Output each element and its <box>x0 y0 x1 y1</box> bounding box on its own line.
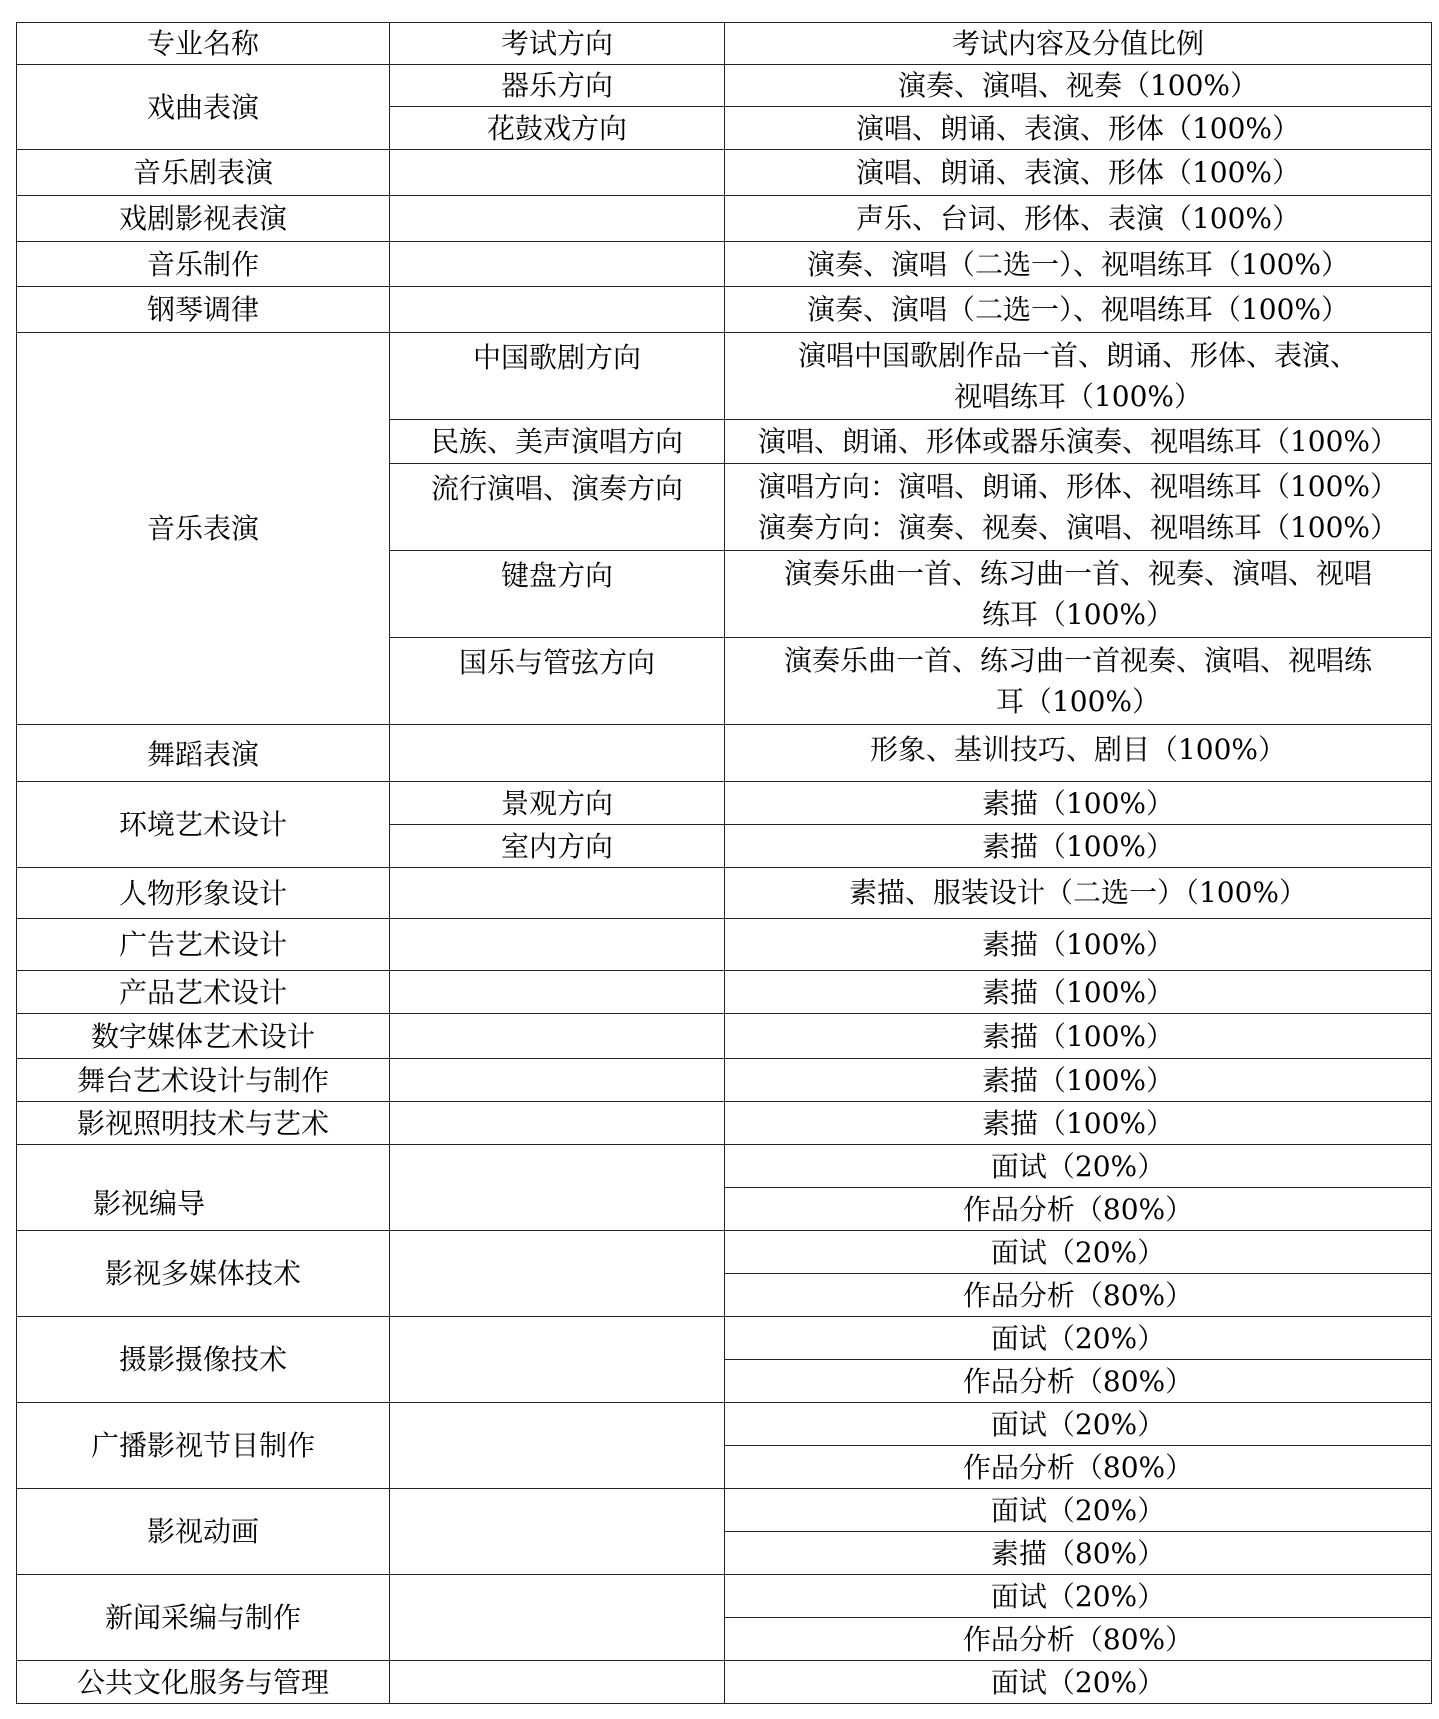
table-row <box>17 1661 1432 1704</box>
header-direction: 考试方向 <box>390 23 725 65</box>
major-name: 音乐制作 <box>17 242 390 287</box>
direction-cell: 室内方向 <box>390 825 725 868</box>
content-cell: 素描（100%） <box>725 782 1432 825</box>
content-cell: 素描（100%） <box>725 825 1432 868</box>
content-cell: 面试（20%） <box>725 1145 1432 1188</box>
content-cell: 演奏、演唱、视奏（100%） <box>725 65 1432 107</box>
content-cell: 面试（20%） <box>725 1489 1432 1532</box>
table-row <box>17 1575 1432 1618</box>
direction-cell: 键盘方向 <box>390 551 725 638</box>
major-name: 广告艺术设计 <box>17 919 390 971</box>
major-name: 戏剧影视表演 <box>17 196 390 242</box>
content-cell <box>725 333 1432 420</box>
content-cell: 作品分析（80%） <box>725 1618 1432 1661</box>
direction-cell <box>390 1317 725 1403</box>
direction-cell: 花鼓戏方向 <box>390 107 725 150</box>
major-name: 公共文化服务与管理 <box>17 1661 390 1704</box>
direction-cell <box>390 150 725 196</box>
content-line: 演奏乐曲一首、练习曲一首视奏、演唱、视唱练 <box>783 644 1372 677</box>
table-row <box>17 1231 1432 1274</box>
content-cell <box>725 638 1432 725</box>
major-name: 人物形象设计 <box>17 868 390 919</box>
table-row <box>17 196 1432 242</box>
major-name: 产品艺术设计 <box>17 971 390 1014</box>
content-cell <box>725 551 1432 638</box>
table-row <box>17 868 1432 919</box>
content-cell: 演唱、朗诵、形体或器乐演奏、视唱练耳（100%） <box>725 420 1432 464</box>
content-cell: 素描（100%） <box>725 1014 1432 1059</box>
content-cell: 作品分析（80%） <box>725 1274 1432 1317</box>
table-row <box>17 1489 1432 1532</box>
header-major: 专业名称 <box>17 23 390 65</box>
table-row <box>17 1059 1432 1102</box>
major-name: 音乐剧表演 <box>17 150 390 196</box>
content-line: 演奏乐曲一首、练习曲一首、视奏、演唱、视唱 <box>783 557 1372 590</box>
content-cell: 素描（100%） <box>725 971 1432 1014</box>
content-cell: 面试（20%） <box>725 1317 1432 1360</box>
table-row <box>17 919 1432 971</box>
table-row <box>17 1102 1432 1145</box>
table-row <box>17 242 1432 287</box>
content-cell: 作品分析（80%） <box>725 1188 1432 1231</box>
direction-cell <box>390 196 725 242</box>
major-name: 影视多媒体技术 <box>17 1231 390 1317</box>
direction-cell <box>390 868 725 919</box>
major-name: 钢琴调律 <box>17 287 390 333</box>
content-cell: 素描（80%） <box>725 1532 1432 1575</box>
content-cell: 作品分析（80%） <box>725 1360 1432 1403</box>
content-line: 视唱练耳（100%） <box>953 380 1203 413</box>
direction-cell: 国乐与管弦方向 <box>390 638 725 725</box>
direction-cell <box>390 287 725 333</box>
direction-cell <box>390 1102 725 1145</box>
content-cell: 声乐、台词、形体、表演（100%） <box>725 196 1432 242</box>
major-name: 舞台艺术设计与制作 <box>17 1059 390 1102</box>
major-name: 影视照明技术与艺术 <box>17 1102 390 1145</box>
content-line: 耳（100%） <box>995 685 1161 718</box>
content-cell: 面试（20%） <box>725 1231 1432 1274</box>
direction-cell: 流行演唱、演奏方向 <box>390 464 725 551</box>
content-cell: 面试（20%） <box>725 1403 1432 1446</box>
direction-cell: 民族、美声演唱方向 <box>390 420 725 464</box>
direction-cell <box>390 919 725 971</box>
content-line: 演奏方向：演奏、视奏、演唱、视唱练耳（100%） <box>757 511 1399 544</box>
table-row <box>17 1317 1432 1360</box>
content-cell: 作品分析（80%） <box>725 1446 1432 1489</box>
direction-cell <box>390 1489 725 1575</box>
major-name: 广播影视节目制作 <box>17 1403 390 1489</box>
table-row <box>17 971 1432 1014</box>
direction-cell <box>390 1145 725 1231</box>
content-cell <box>725 464 1432 551</box>
major-name: 舞蹈表演 <box>17 725 390 782</box>
content-cell: 面试（20%） <box>725 1661 1432 1704</box>
direction-cell <box>390 242 725 287</box>
table-row <box>17 333 1432 420</box>
direction-cell <box>390 971 725 1014</box>
exam-table <box>16 22 1432 1704</box>
major-name: 摄影摄像技术 <box>17 1317 390 1403</box>
table-row <box>17 725 1432 782</box>
content-cell: 面试（20%） <box>725 1575 1432 1618</box>
content-cell: 演唱、朗诵、表演、形体（100%） <box>725 150 1432 196</box>
direction-cell: 景观方向 <box>390 782 725 825</box>
content-cell: 演唱、朗诵、表演、形体（100%） <box>725 107 1432 150</box>
major-name: 环境艺术设计 <box>17 782 390 868</box>
direction-cell <box>390 1403 725 1489</box>
major-name: 戏曲表演 <box>17 65 390 150</box>
direction-cell <box>390 1231 725 1317</box>
direction-cell <box>390 1014 725 1059</box>
table-row <box>17 1145 1432 1188</box>
content-cell: 演奏、演唱（二选一）、视唱练耳（100%） <box>725 287 1432 333</box>
table-row <box>17 65 1432 107</box>
content-line: 演唱方向：演唱、朗诵、形体、视唱练耳（100%） <box>757 470 1399 503</box>
content-cell: 演奏、演唱（二选一）、视唱练耳（100%） <box>725 242 1432 287</box>
major-name: 影视动画 <box>17 1489 390 1575</box>
direction-cell <box>390 1575 725 1661</box>
content-line: 练耳（100%） <box>981 598 1175 631</box>
direction-cell <box>390 1059 725 1102</box>
table-row <box>17 150 1432 196</box>
header-content: 考试内容及分值比例 <box>725 23 1432 65</box>
direction-cell <box>390 1661 725 1704</box>
major-name: 数字媒体艺术设计 <box>17 1014 390 1059</box>
table-row <box>17 1014 1432 1059</box>
content-cell: 素描（100%） <box>725 1102 1432 1145</box>
content-cell: 形象、基训技巧、剧目（100%） <box>725 725 1432 782</box>
major-name: 影视编导 <box>17 1145 390 1231</box>
table-row <box>17 1403 1432 1446</box>
direction-cell: 器乐方向 <box>390 65 725 107</box>
major-name: 音乐表演 <box>17 333 390 725</box>
direction-cell: 中国歌剧方向 <box>390 333 725 420</box>
content-cell: 素描（100%） <box>725 1059 1432 1102</box>
table-header-row <box>17 23 1432 65</box>
table-row <box>17 782 1432 825</box>
content-line: 演唱中国歌剧作品一首、朗诵、形体、表演、 <box>797 339 1358 372</box>
content-cell: 素描、服装设计（二选一）（100%） <box>725 868 1432 919</box>
exam-table-container <box>16 22 1431 1704</box>
table-row <box>17 287 1432 333</box>
direction-cell <box>390 725 725 782</box>
content-cell: 素描（100%） <box>725 919 1432 971</box>
major-name: 新闻采编与制作 <box>17 1575 390 1661</box>
